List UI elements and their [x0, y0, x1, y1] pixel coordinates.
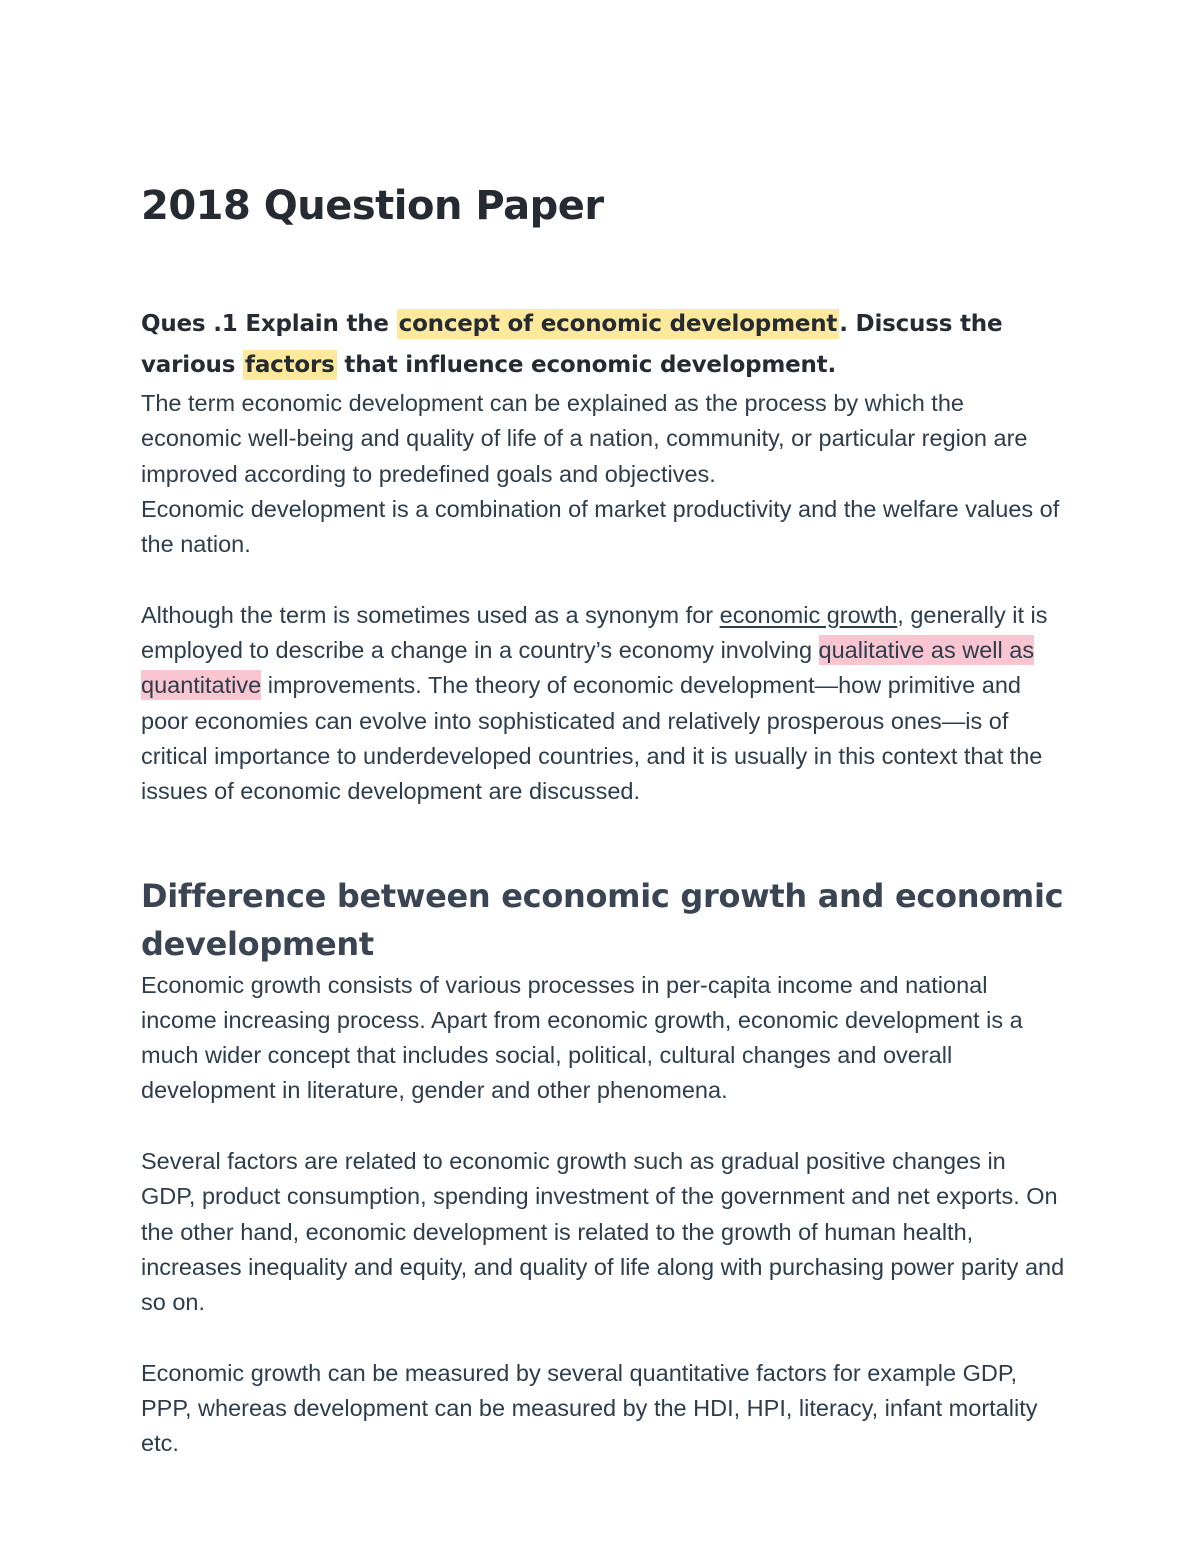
question-1	[141, 304, 1066, 386]
paragraph-synonym-start: Although the term is sometimes used as a synonym for	[141, 601, 720, 628]
highlight-factors: factors	[245, 352, 335, 378]
highlight-concept: concept of economic development	[398, 311, 838, 337]
paragraph-synonym	[141, 598, 1066, 810]
highlight-qualitative: qualitative as well as quantitative	[141, 637, 1035, 699]
question-text-end: that influence economic development.	[336, 352, 837, 378]
paragraph-synonym-end: improvements. The theory of economic development—how primitive and poor economies can evolve into sophisticated and relatively prosperous ones—is of critical importance to underdeveloped countries, and it is usually in this context that the issues of economic development are discussed.	[141, 672, 1043, 805]
paragraph-growth-processes: Economic growth consists of various processes in per-capita income and national income increasing process. Apart from economic growth, economic development is a much wider concept that includes social, political, cultural changes and overall development in literature, gender and other phenomena.	[141, 971, 1023, 1104]
question-text-start: Ques .1 Explain the	[141, 311, 397, 337]
paragraph-combination: Economic development is a combination of market productivity and the welfare values of the nation.	[141, 495, 1060, 558]
economic-growth-link[interactable]: economic growth	[719, 601, 898, 628]
paragraph-synonym-middle: , generally it is employed to describe a change in a country’s economy involving	[141, 601, 1048, 664]
question-text-middle: . Discuss the various	[141, 311, 1003, 378]
paragraph-definition: The term economic development can be explained as the process by which the economic well-being and quality of life of a nation, community, or particular region are improved according to predefined goals and objectives.	[141, 390, 1028, 487]
paragraph-measurement: Economic growth can be measured by several quantitative factors for example GDP, PPP, whereas development can be measured by the HDI, HPI, literacy, infant mortality etc.	[141, 1359, 1038, 1457]
document-body	[141, 178, 1066, 1462]
page-title: 2018 Question Paper	[141, 183, 604, 229]
paragraph-growth-factors: Several factors are related to economic growth such as gradual positive changes in GDP, product consumption, spending investment of the government and net exports. On the other hand, economic development is related to the growth of human health, increases inequality and equity, and quality of life along with purchasing power parity and so on.	[141, 1148, 1065, 1316]
section-heading-difference: Difference between economic growth and economic development	[141, 876, 1064, 963]
